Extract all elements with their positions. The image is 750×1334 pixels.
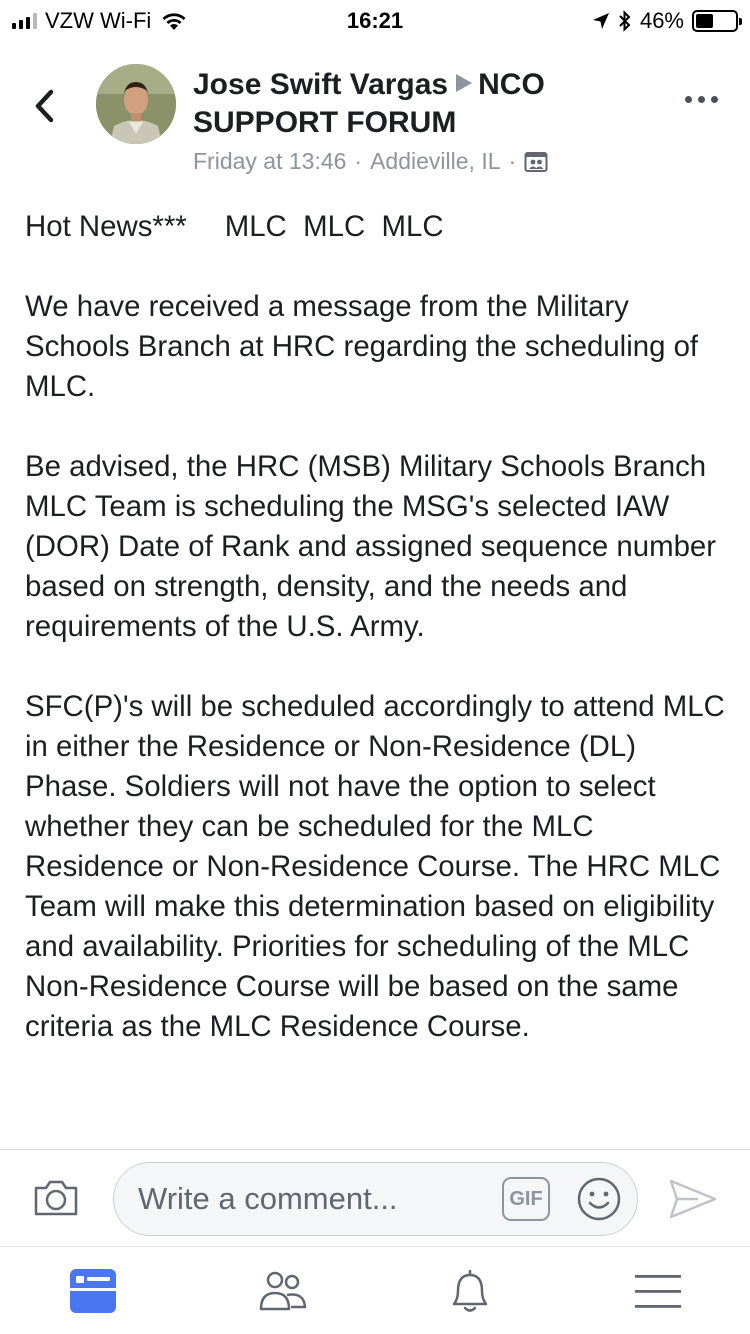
headline-tag: MLC	[381, 210, 444, 243]
smiley-icon[interactable]	[576, 1176, 622, 1222]
headline-tag: MLC	[303, 210, 366, 243]
avatar[interactable]	[96, 64, 176, 144]
post-headline	[25, 207, 730, 247]
post-header	[0, 58, 750, 178]
author-name[interactable]: Jose Swift Vargas	[193, 68, 449, 101]
carrier-label: VZW Wi-Fi	[45, 8, 152, 33]
more-horizontal-icon[interactable]	[685, 96, 718, 103]
battery-level-fill	[696, 14, 713, 28]
battery-percent: 46%	[639, 8, 684, 33]
post-paragraph: SFC(P)'s will be scheduled accordingly to attend MLC in either the Residence or Non-Residence (DL) Phase. Soldiers will not have the option to select whether they can be scheduled for the MLC Residence or Non-Residence Course. The HRC MLC Team will make this determination based on eligibility and availability. Priorities for scheduling of the MLC Non-Residence Course will be based on the same criteria as the MLC Residence Course.	[25, 690, 725, 1043]
meta-separator: ·	[354, 148, 363, 174]
news-feed-icon[interactable]	[68, 1267, 120, 1315]
notifications-icon[interactable]	[444, 1267, 496, 1315]
bluetooth-icon	[618, 10, 632, 32]
tab-bar	[0, 1246, 750, 1334]
battery-icon	[692, 10, 738, 32]
post-paragraph: We have received a message from the Military Schools Branch at HRC regarding the scheduling of MLC.	[25, 290, 699, 403]
comment-input[interactable]	[113, 1162, 638, 1236]
meta-separator: ·	[508, 148, 517, 174]
avatar-photo	[96, 64, 176, 144]
status-bar	[0, 0, 750, 40]
group-name-line2[interactable]: SUPPORT FORUM	[193, 106, 457, 139]
post-title	[193, 66, 633, 142]
post-author-block	[193, 66, 633, 175]
post-body	[25, 207, 730, 1087]
chevron-left-icon[interactable]	[30, 86, 60, 126]
gif-button[interactable]: GIF	[502, 1177, 550, 1221]
friends-icon[interactable]	[257, 1267, 309, 1315]
menu-icon[interactable]	[632, 1267, 684, 1315]
post-paragraph: Be advised, the HRC (MSB) Military Schools Branch MLC Team is scheduling the MSG's selected IAW (DOR) Date of Rank and assigned sequence number based on strength, density, and the needs and requirements of the U.S. Army.	[25, 450, 717, 643]
comment-bar	[0, 1149, 750, 1246]
post-location[interactable]: Addieville, IL	[370, 148, 501, 174]
location-arrow-icon	[592, 12, 610, 30]
send-icon[interactable]	[668, 1176, 718, 1222]
post-meta	[193, 148, 633, 175]
headline-tag: MLC	[224, 210, 287, 243]
post-timestamp[interactable]: Friday at 13:46	[193, 148, 347, 174]
group-audience-icon	[524, 150, 548, 174]
group-name-line1[interactable]: NCO	[478, 68, 545, 101]
headline-text: Hot News***	[25, 210, 187, 243]
comment-placeholder: Write a comment...	[138, 1181, 398, 1216]
status-right	[592, 8, 738, 34]
shared-to-arrow-icon	[456, 74, 472, 92]
camera-icon[interactable]	[32, 1176, 80, 1220]
status-time: 16:21	[346, 8, 404, 33]
